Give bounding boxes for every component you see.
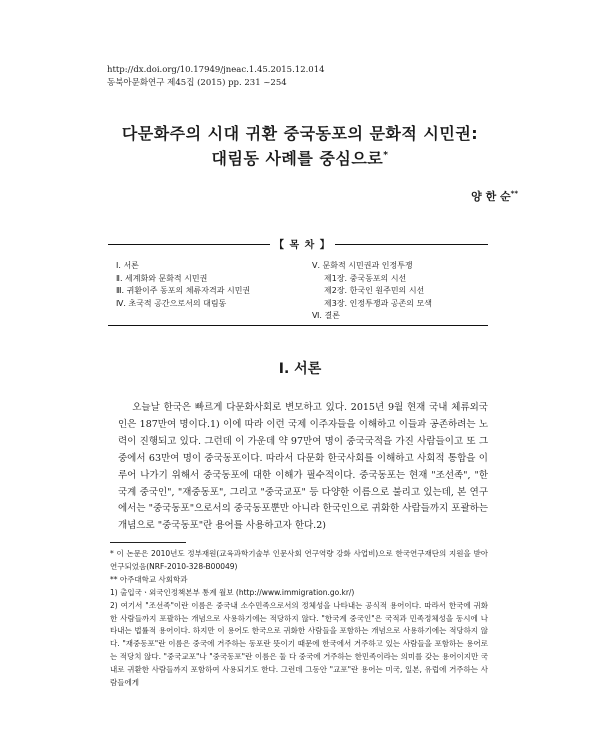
toc-left-column — [116, 260, 250, 310]
toc-right-column — [312, 260, 432, 323]
toc-item: Ⅴ. 문화적 시민권과 인정투쟁 — [312, 261, 413, 270]
title-footnote-mark: * — [383, 150, 389, 161]
toc-item: Ⅵ. 결론 — [312, 311, 340, 320]
toc-item: 제2장. 한국인 원주민의 시선 — [324, 286, 425, 295]
doi-link[interactable]: http://dx.doi.org/10.17949/jneac.1.45.2015.12.014 — [107, 65, 325, 75]
footnote-1: 1) 출입국ㆍ외국인정책본부 통계 월보 (http://www.immigration.go.kr/) — [110, 587, 355, 597]
footnote-2: 2) 여기서 "조선족"이란 이름은 중국내 소수민족으로서의 정체성을 나타내는 공식적 용어이다. 따라서 한국에 귀화한 사람들까지 포괄하는 개념으로 사용하기에는 적당하지 않다. "한국계 중국인"은 국적과 민족정체성을 동시에 나타내는 법률적 용어이다. 하지만 이 용어도 한국으로 귀화한 사람들을 포함하는 개념으로 사용하기에는 적당하지 않다. "재중동포"란 이름은 중국에 거주하는 동포란 뜻이기 때문에 한국에서 거주하고 있는 사람들을 포함하는 용어로는 적당치 않다. "중국교포"나 "중국동포"란 이름은 둘 다 중국에 거주하는 한민족이라는 의미를 갖는 용어이지만 국내로 귀환한 사람들까지 포함하여 사용되기도 한다. 그런데 그동안 "교포"란 용어는 미국, 일본, 유럽에 거주하는 사람들에게 — [110, 600, 488, 688]
author-name: 양 한 순 — [471, 190, 511, 203]
author-footnote-mark: ** — [510, 189, 518, 198]
paper-title-line2 — [0, 146, 600, 169]
paper-title-line1: 다문화주의 시대 귀환 중국동포의 문화적 시민권: — [121, 124, 479, 143]
body-paragraph: 오늘날 한국은 빠르게 다문화사회로 변모하고 있다. 2015년 9월 현재 국내 체류외국인은 187만여 명이다.1) 이에 따라 이런 국제 이주자들을 이해하고 이들과 공존하려는 노력이 진행되고 있다. 그런데 이 가운데 약 97만여 명이 중국국적을 가진 사람들이고 또 그 중에서 63만여 명이 중국동포이다. 따라서 다문화 한국사회를 이해하고 사회적 통합을 이루어 나가기 위해서 중국동포에 대한 이해가 필수적이다. 중국동포는 현재 "조선족", "한국계 중국인", "재중동포", 그리고 "중국교포" 등 다양한 이름으로 불리고 있는데, 본 연구에서는 "중국동포"으로서의 중국동포뿐만 아니라 한국인으로 귀화한 사람들까지 포괄하는 개념으로 "중국동포"란 용어를 사용하고자 한다.2) — [118, 402, 488, 532]
toc-item: Ⅳ. 초국적 공간으로서의 대림동 — [116, 298, 227, 308]
section-heading: Ⅰ. 서론 — [278, 361, 322, 377]
footnotes — [110, 548, 488, 690]
toc-heading: 【 목 차 】 — [270, 236, 335, 251]
paper-subtitle: 대림동 사례를 중심으로 — [211, 149, 384, 168]
toc-item: Ⅰ. 서론 — [116, 261, 139, 270]
footnote-double-star: ** 아주대학교 사회학과 — [110, 574, 188, 584]
author — [471, 188, 518, 204]
footnote-star: * 이 논문은 2010년도 정부재원(교육과학기술부 인문사회 연구역량 강화 사업비)으로 한국연구재단의 지원을 받아 연구되었음(NRF-2010-328-B00049) — [110, 549, 488, 571]
journal-citation: 동북아문화연구 제45집 (2015) pp. 231 ~254 — [107, 78, 287, 88]
toc-item: 제1장. 중국동포의 시선 — [324, 273, 407, 283]
toc-item: 제3장. 인정투쟁과 공존의 모색 — [324, 298, 432, 308]
toc-item: Ⅲ. 귀환이주 동포의 체류자격과 시민권 — [116, 286, 251, 295]
footnote-divider — [110, 542, 186, 543]
toc-item: Ⅱ. 세계화와 문화적 시민권 — [116, 273, 208, 283]
